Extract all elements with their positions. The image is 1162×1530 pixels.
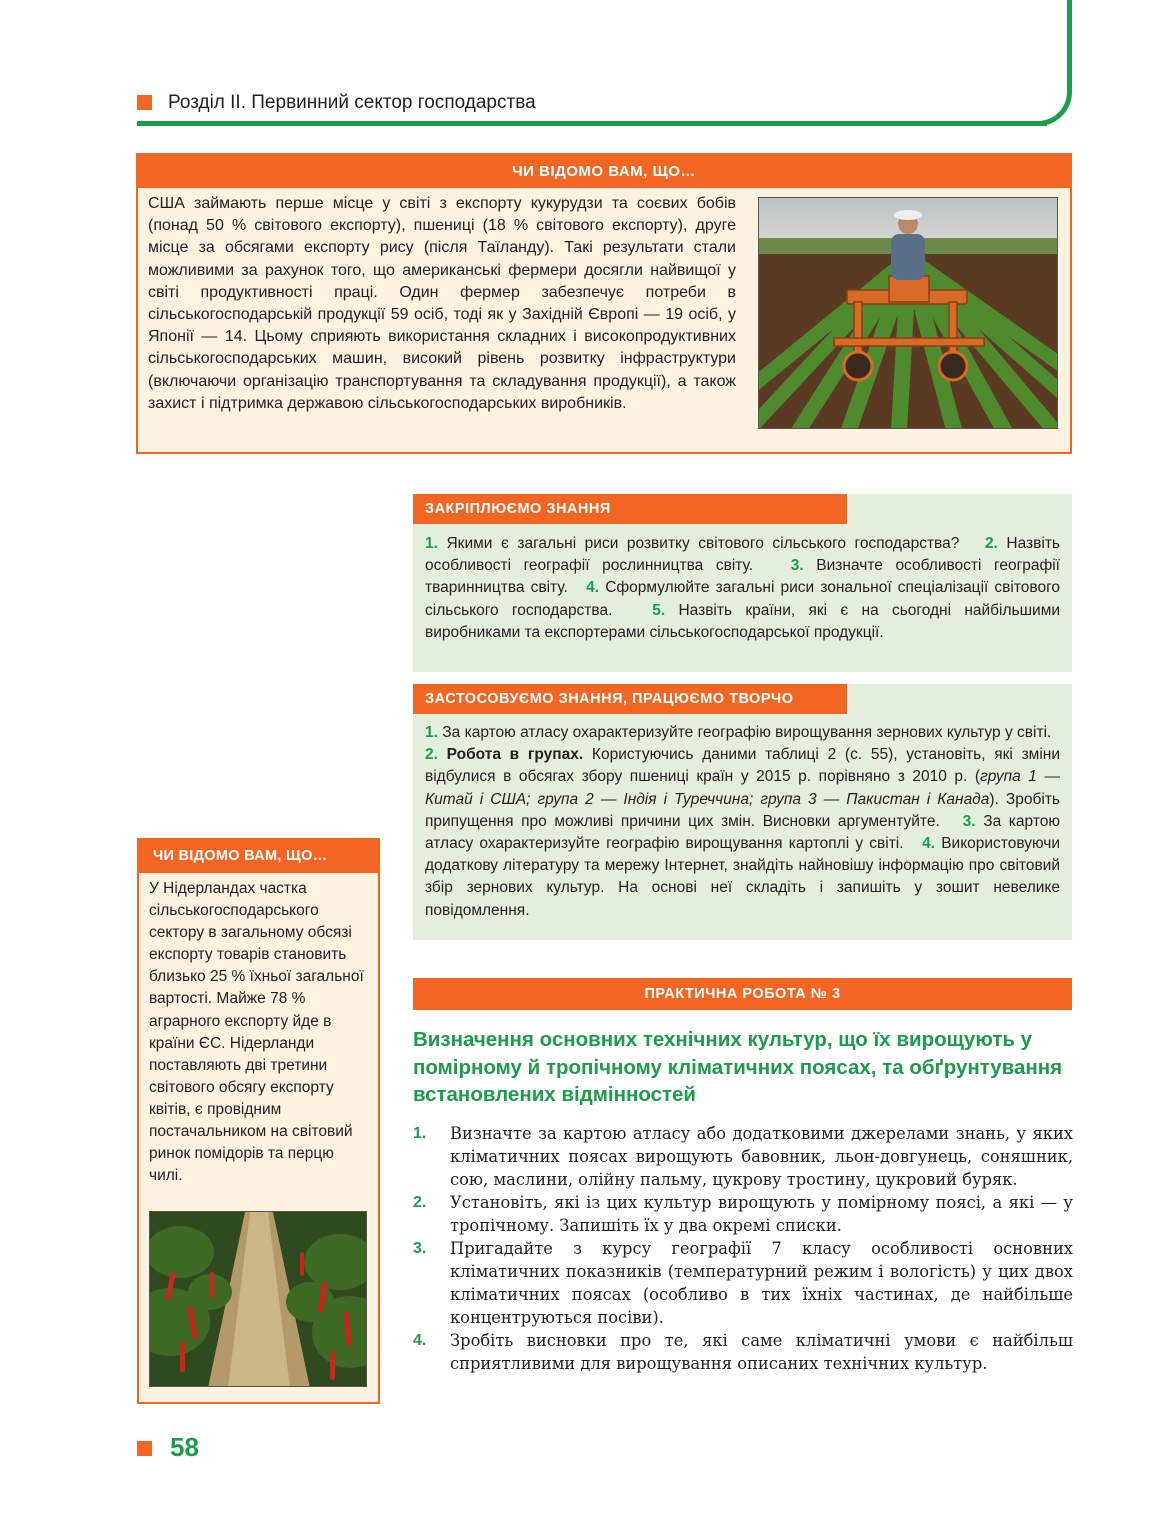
tractor-field-photo xyxy=(758,197,1058,429)
header-curve-decoration xyxy=(1000,0,1072,126)
task-bold-label: Робота в групах. xyxy=(446,746,584,764)
question-number: 3. xyxy=(790,557,804,575)
task-number: 3. xyxy=(962,812,976,830)
list-item xyxy=(413,1191,1073,1237)
question-number: 2. xyxy=(984,535,998,552)
task-text: Установіть, які із цих культур вирощують у помірному поясі, а які — у тропічному. Запишіть їх у два окремі списки. xyxy=(450,1193,1073,1235)
task-number: 1. xyxy=(425,724,438,741)
question-text: Назвіть країни, які є на сьогодні найбільшими виробниками та експортерами сільськогосподарської продукції. xyxy=(425,601,1061,641)
apply-heading: ЗАСТОСОВУЄМО ЗНАННЯ, ПРАЦЮЄМО ТВОРЧО xyxy=(413,684,847,714)
apply-tasks xyxy=(425,722,1060,922)
practical-work-heading: ПРАКТИЧНА РОБОТА № 3 xyxy=(413,978,1072,1010)
section-title: Розділ ІІ. Первинний сектор господарства xyxy=(168,92,536,113)
task-italic-groups: група 1 — Китай і США; група 2 — Індія і Туреччина; група 3 — Пакистан і Канада xyxy=(425,768,1060,808)
task-number: 4. xyxy=(922,835,936,853)
consolidate-heading: ЗАКРІПЛЮЄМО ЗНАННЯ xyxy=(413,494,847,524)
task-number: 2. xyxy=(425,746,438,764)
task-text: ). Зробіть припущення про можливі причини цих змін. Висновки аргументуйте. xyxy=(425,790,1061,830)
task-text: Використовуючи додаткову літературу та мережу Інтернет, знайдіть найновішу інформацію про світовий збір зернових культур. На основі неї складіть і запишіть у зошит невелике повідомлення. xyxy=(425,835,1061,919)
list-item xyxy=(413,1122,1073,1191)
footer-square-icon xyxy=(137,1441,152,1456)
task-number: 4. xyxy=(413,1332,427,1349)
did-you-know-top-text: США займають перше місце у світі з експорту кукурудзи та соєвих бобів (понад 50 % світового експорту), пшениці (18 % світового експорту), друге місце за обсягами експорту рису (після Таїланду). Такі результати стали можливими за рахунок того, що американські фермери досягли найвищої у світі продуктивності праці. Один фермер забезпечує потреби в сільськогосподарській продукції 59 осіб, тоді як у Західній Європі — 19 осіб, у Японії — 14. Цьому сприяють використання складних і високопродуктивних сільськогосподарських машин, високий рівень розвитку інфраструктури (включаючи організацію транспортування та складування продукції), а також захист і підтримка державою сільськогосподарських виробників. xyxy=(148,195,736,412)
header-square-icon xyxy=(137,95,152,110)
did-you-know-side-heading: ЧИ ВІДОМО ВАМ, ЩО… xyxy=(139,840,378,873)
question-number: 1. xyxy=(425,535,438,552)
consolidate-knowledge-section xyxy=(413,494,1072,672)
practical-work-title: Визначення основних технічних культур, що їх вирощують у помірному й тропічному кліматичних поясах, та обґрунтування встановлених відмінностей xyxy=(413,1028,1063,1106)
task-text: Визначте за картою атласу або додатковими джерелами знань, у яких кліматичних поясах вирощують бавовник, льон-довгунець, соняшник, сою, маслини, олійну пальму, цукрову тростину, цукровий буряк. xyxy=(450,1124,1073,1189)
header-rule xyxy=(137,121,1047,126)
task-number: 1. xyxy=(413,1125,427,1142)
task-text: За картою атласу охарактеризуйте географію вирощування картоплі у світі. xyxy=(425,812,1060,853)
task-text: За картою атласу охарактеризуйте географію вирощування зернових культур у світі. xyxy=(442,724,1052,741)
apply-knowledge-section xyxy=(413,684,1072,940)
question-number: 5. xyxy=(652,601,666,619)
question-text: Якими є загальні риси розвитку світового сільського господарства? xyxy=(446,535,960,552)
consolidate-questions xyxy=(425,533,1060,644)
chili-pepper-plants-photo xyxy=(149,1211,367,1387)
did-you-know-top-heading: ЧИ ВІДОМО ВАМ, ЩО… xyxy=(138,155,1070,188)
did-you-know-side-text: У Нідерландах частка сільськогосподарського сектору в загальному обсязі експорту товарів становить близько 25 % їхньої загальної вартості. Майже 78 % аграрного експорту йде в країни ЄС. Нідерланди поставляють дві третини світового обсягу експорту квітів, є провідним постачальником на світовий ринок помідорів та перцю чилі. xyxy=(149,880,364,1185)
task-text: Зробіть висновки про те, які саме кліматичні умови є найбільш сприятливими для вирощування описаних технічних культур. xyxy=(450,1331,1073,1373)
task-number: 2. xyxy=(413,1194,427,1211)
did-you-know-side-box xyxy=(137,838,380,1404)
list-item xyxy=(413,1237,1073,1329)
question-text: Сформулюйте загальні риси зональної спеціалізації світового сільського господарства. xyxy=(425,579,1061,619)
list-item xyxy=(413,1329,1073,1375)
practical-work-tasks xyxy=(413,1122,1073,1375)
task-number: 3. xyxy=(413,1240,427,1257)
question-text: Назвіть особливості географії рослинництва світу. xyxy=(425,535,1061,575)
question-number: 4. xyxy=(586,579,600,597)
task-text: Користуючись даними таблиці 2 (с. 55), установіть, які зміни відбулися в обсягах збору пшениці країн у 2015 р. порівняно з 2010 р. ( xyxy=(425,746,1060,786)
question-text: Визначте особливості географії тваринництва світу. xyxy=(425,557,1060,597)
page-number: 58 xyxy=(170,1432,199,1462)
task-text: Пригадайте з курсу географії 7 класу особливості основних кліматичних показників (температурний режим і вологість) у цих двох кліматичних поясах (особливо в тих їхніх частинах, де найбільше концентруються посіви). xyxy=(450,1239,1073,1327)
